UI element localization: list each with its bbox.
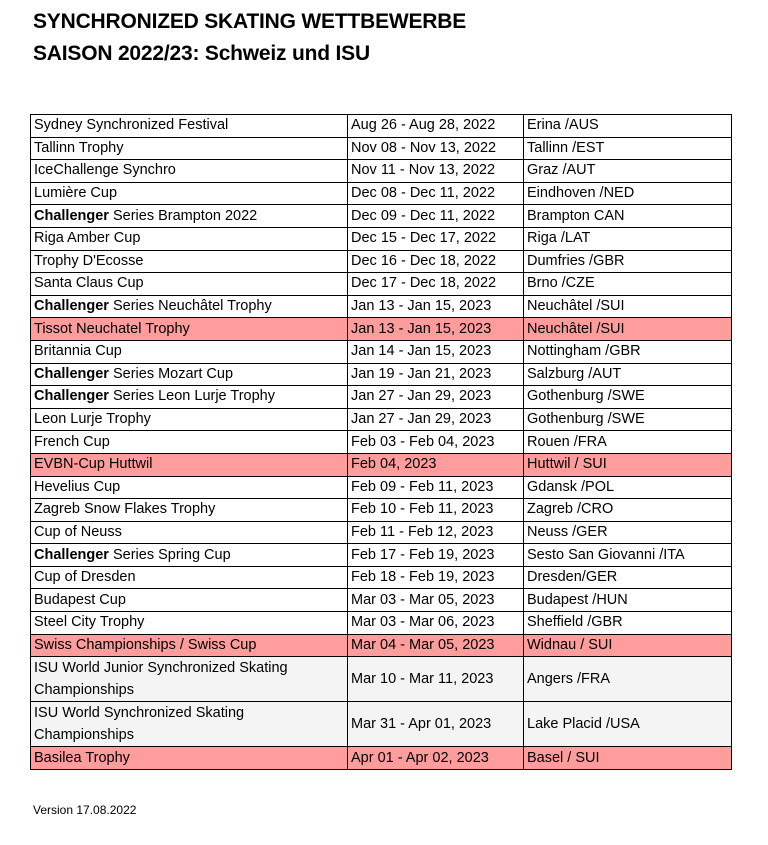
event-location-cell: Riga /LAT [524,227,732,250]
event-location-cell: Erina /AUS [524,115,732,138]
event-dates-cell: Feb 10 - Feb 11, 2023 [348,499,524,522]
event-location-cell: Zagreb /CRO [524,499,732,522]
event-name-cell [31,340,348,363]
event-dates-cell: Nov 08 - Nov 13, 2022 [348,137,524,160]
event-name: Series Spring Cup [108,546,231,563]
event-name-cell [31,295,348,318]
table-row [31,340,732,363]
event-name-cell [31,318,348,341]
table-row [31,612,732,635]
title-line-1: SYNCHRONIZED SKATING WETTBEWERBE [33,10,467,33]
table-row [31,318,732,341]
table-row [31,227,732,250]
event-dates-cell: Jan 13 - Jan 15, 2023 [348,295,524,318]
event-location-cell: Sheffield /GBR [524,612,732,635]
table-row [31,589,732,612]
event-location-cell: Budapest /HUN [524,589,732,612]
event-name: Cup of Neuss [34,523,122,540]
event-dates-cell: Feb 18 - Feb 19, 2023 [348,566,524,589]
event-name: Series Neuchâtel Trophy [108,298,272,315]
events-table [30,114,732,770]
event-dates-cell: Mar 03 - Mar 05, 2023 [348,589,524,612]
table-row [31,250,732,273]
event-name-cell [31,363,348,386]
table-row [31,521,732,544]
event-name-cell [31,182,348,205]
event-location-cell: Gdansk /POL [524,476,732,499]
event-name-cell [31,431,348,454]
event-dates-cell: Apr 01 - Apr 02, 2023 [348,747,524,770]
event-name: Budapest Cup [34,591,126,608]
event-location-cell: Lake Placid /USA [524,702,732,747]
event-location-cell: Dresden/GER [524,566,732,589]
table-row [31,566,732,589]
table-row [31,115,732,138]
event-name: Series Mozart Cup [108,365,234,382]
table-row [31,182,732,205]
event-name-cell [31,747,348,770]
event-series-prefix: Challenger [34,298,109,315]
event-series-prefix: Challenger [34,546,109,563]
event-location-cell: Angers /FRA [524,657,732,702]
event-name: Tissot Neuchatel Trophy [34,320,190,337]
event-name: IceChallenge Synchro [34,162,176,179]
event-location-cell: Widnau / SUI [524,634,732,657]
event-series-prefix: Challenger [34,207,109,224]
event-name: Lumière Cup [34,185,118,202]
event-dates-cell: Jan 27 - Jan 29, 2023 [348,408,524,431]
event-dates-cell: Feb 11 - Feb 12, 2023 [348,521,524,544]
event-name-cell [31,702,348,747]
event-name: Swiss Championships / Swiss Cup [34,636,257,653]
table-row [31,499,732,522]
table-row [31,137,732,160]
event-location-cell: Huttwil / SUI [524,453,732,476]
table-row [31,702,732,747]
event-location-cell: Brampton CAN [524,205,732,228]
event-name-cell [31,273,348,296]
event-name: Riga Amber Cup [34,230,141,247]
table-row [31,160,732,183]
event-dates-cell: Jan 14 - Jan 15, 2023 [348,340,524,363]
event-dates-cell: Jan 27 - Jan 29, 2023 [348,386,524,409]
table-row [31,205,732,228]
event-dates-cell: Dec 16 - Dec 18, 2022 [348,250,524,273]
event-dates-cell: Feb 09 - Feb 11, 2023 [348,476,524,499]
event-dates-cell: Dec 08 - Dec 11, 2022 [348,182,524,205]
event-dates-cell: Mar 31 - Apr 01, 2023 [348,702,524,747]
event-dates-cell: Jan 19 - Jan 21, 2023 [348,363,524,386]
event-name-cell [31,589,348,612]
event-dates-cell: Feb 17 - Feb 19, 2023 [348,544,524,567]
event-name: Zagreb Snow Flakes Trophy [34,501,216,518]
event-name-cell [31,521,348,544]
event-name: Britannia Cup [34,343,122,360]
event-name: Hevelius Cup [34,478,121,495]
event-name-cell [31,115,348,138]
event-name: French Cup [34,433,110,450]
version-label: Version 17.08.2022 [33,803,137,817]
event-location-cell: Neuchâtel /SUI [524,295,732,318]
event-dates-cell: Nov 11 - Nov 13, 2022 [348,160,524,183]
event-location-cell: Brno /CZE [524,273,732,296]
event-dates-cell: Dec 15 - Dec 17, 2022 [348,227,524,250]
table-row [31,431,732,454]
event-location-cell: Basel / SUI [524,747,732,770]
event-location-cell: Graz /AUT [524,160,732,183]
table-row [31,657,732,702]
event-name-cell [31,137,348,160]
event-location-cell: Tallinn /EST [524,137,732,160]
event-name: EVBN-Cup Huttwil [34,456,153,473]
event-dates-cell: Mar 04 - Mar 05, 2023 [348,634,524,657]
event-name: Cup of Dresden [34,569,136,586]
event-location-cell: Neuss /GER [524,521,732,544]
event-name-cell [31,476,348,499]
event-name: ISU World Synchronized Skating Championships [34,705,245,744]
event-location-cell: Nottingham /GBR [524,340,732,363]
event-dates-cell: Feb 03 - Feb 04, 2023 [348,431,524,454]
event-name-cell [31,544,348,567]
event-location-cell: Rouen /FRA [524,431,732,454]
page-title [33,6,466,70]
event-name: Trophy D'Ecosse [34,252,144,269]
event-location-cell: Eindhoven /NED [524,182,732,205]
event-location-cell: Neuchâtel /SUI [524,318,732,341]
event-name-cell [31,634,348,657]
event-dates-cell: Mar 10 - Mar 11, 2023 [348,657,524,702]
title-line-2: SAISON 2022/23: Schweiz und ISU [33,42,370,65]
table-row [31,634,732,657]
table-row [31,747,732,770]
event-name-cell [31,453,348,476]
event-name-cell [31,227,348,250]
event-dates-cell: Feb 04, 2023 [348,453,524,476]
event-series-prefix: Challenger [34,388,109,405]
event-name-cell [31,657,348,702]
event-location-cell: Gothenburg /SWE [524,386,732,409]
event-dates-cell: Mar 03 - Mar 06, 2023 [348,612,524,635]
event-name-cell [31,408,348,431]
event-name-cell [31,499,348,522]
event-name-cell [31,612,348,635]
event-name-cell [31,250,348,273]
event-location-cell: Dumfries /GBR [524,250,732,273]
table-row [31,273,732,296]
event-dates-cell: Dec 17 - Dec 18, 2022 [348,273,524,296]
event-name-cell [31,386,348,409]
event-name: Santa Claus Cup [34,275,144,292]
table-row [31,476,732,499]
event-name: Steel City Trophy [34,614,145,631]
event-name: Series Leon Lurje Trophy [108,388,275,405]
event-name: Sydney Synchronized Festival [34,117,229,134]
event-location-cell: Sesto San Giovanni /ITA [524,544,732,567]
event-name: ISU World Junior Synchronized Skating Championships [34,660,288,699]
event-name: Tallinn Trophy [34,139,124,156]
event-name-cell [31,566,348,589]
event-name: Basilea Trophy [34,749,130,766]
table-row [31,408,732,431]
event-series-prefix: Challenger [34,365,109,382]
table-row [31,295,732,318]
event-location-cell: Salzburg /AUT [524,363,732,386]
event-name-cell [31,205,348,228]
events-table-body [31,115,732,770]
table-row [31,363,732,386]
table-row [31,453,732,476]
event-name: Leon Lurje Trophy [34,411,151,428]
table-row [31,386,732,409]
event-name-cell [31,160,348,183]
event-location-cell: Gothenburg /SWE [524,408,732,431]
table-row [31,544,732,567]
event-dates-cell: Jan 13 - Jan 15, 2023 [348,318,524,341]
event-name: Series Brampton 2022 [108,207,258,224]
event-dates-cell: Aug 26 - Aug 28, 2022 [348,115,524,138]
event-dates-cell: Dec 09 - Dec 11, 2022 [348,205,524,228]
